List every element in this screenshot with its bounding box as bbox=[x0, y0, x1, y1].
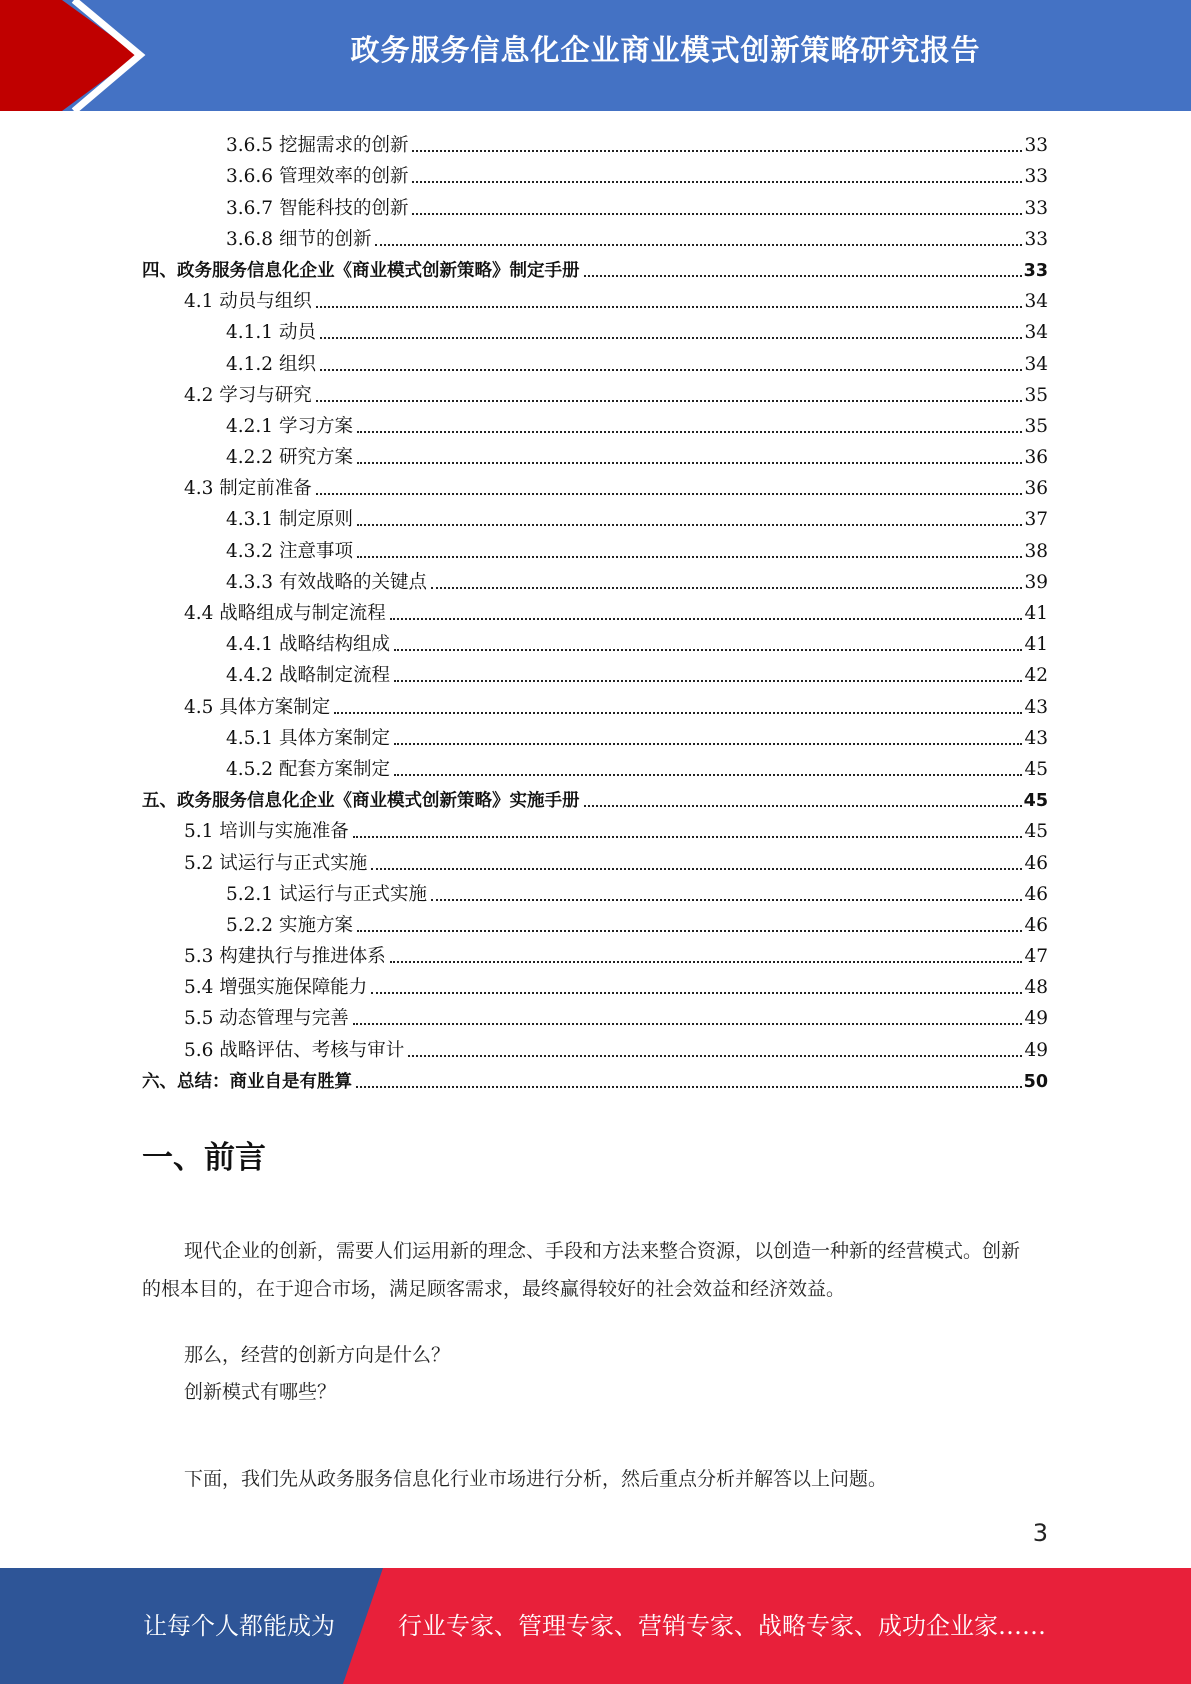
toc-entry-page: 45 bbox=[1024, 821, 1048, 843]
toc-entry[interactable] bbox=[142, 657, 1048, 688]
toc-entry-label: 3.6.5 挖掘需求的创新 bbox=[226, 135, 409, 157]
toc-entry[interactable] bbox=[142, 221, 1048, 252]
toc-entry[interactable] bbox=[142, 127, 1048, 158]
toc-entry-page: 33 bbox=[1024, 166, 1048, 188]
toc-entry[interactable] bbox=[142, 564, 1048, 595]
toc-dot-leader bbox=[334, 712, 1022, 714]
toc-entry-page: 49 bbox=[1024, 1039, 1048, 1061]
toc-entry-label: 4.1.2 组织 bbox=[226, 353, 316, 375]
toc-entry-label: 5.4 增强实施保障能力 bbox=[184, 977, 368, 999]
toc-entry[interactable] bbox=[142, 1063, 1048, 1094]
toc-dot-leader bbox=[394, 743, 1022, 745]
toc-entry-page: 37 bbox=[1024, 509, 1048, 531]
toc-entry-page: 46 bbox=[1024, 852, 1048, 874]
toc-entry-label: 3.6.8 细节的创新 bbox=[226, 228, 372, 250]
toc-entry[interactable] bbox=[142, 782, 1048, 813]
toc-entry-label: 4.4.2 战略制定流程 bbox=[226, 665, 390, 687]
toc-entry[interactable] bbox=[142, 532, 1048, 563]
toc-entry-label: 4.3.1 制定原则 bbox=[226, 509, 353, 531]
toc-entry-page: 33 bbox=[1023, 260, 1048, 281]
toc-dot-leader bbox=[356, 1086, 1022, 1088]
toc-entry[interactable] bbox=[142, 720, 1048, 751]
toc-dot-leader bbox=[316, 493, 1023, 495]
toc-entry[interactable] bbox=[142, 595, 1048, 626]
page-footer bbox=[0, 1568, 1191, 1684]
toc-entry-page: 34 bbox=[1024, 353, 1048, 375]
toc-entry-label: 5.2.1 试运行与正式实施 bbox=[226, 883, 427, 905]
toc-dot-leader bbox=[353, 1023, 1023, 1025]
toc-entry-label: 4.1.1 动员 bbox=[226, 322, 316, 344]
toc-entry-page: 43 bbox=[1024, 696, 1048, 718]
footer-slogan-left: 让每个人都能成为 bbox=[143, 1612, 335, 1640]
toc-entry[interactable] bbox=[142, 969, 1048, 1000]
toc-entry-label: 4.3.2 注意事项 bbox=[226, 540, 353, 562]
toc-entry-label: 4.3.3 有效战略的关键点 bbox=[226, 571, 427, 593]
toc-dot-leader bbox=[584, 805, 1022, 807]
toc-dot-leader bbox=[584, 275, 1022, 277]
question-line-1: 那么，经营的创新方向是什么？ bbox=[184, 1344, 451, 1366]
toc-entry-page: 45 bbox=[1023, 791, 1048, 812]
toc-dot-leader bbox=[316, 400, 1023, 402]
page-number: 3 bbox=[1032, 1519, 1048, 1547]
toc-entry-label: 4.2.2 研究方案 bbox=[226, 447, 353, 469]
toc-dot-leader bbox=[320, 337, 1023, 339]
toc-entry[interactable] bbox=[142, 501, 1048, 532]
toc-entry-label: 4.5.1 具体方案制定 bbox=[226, 727, 390, 749]
toc-entry-page: 45 bbox=[1024, 758, 1048, 780]
toc-entry-page: 36 bbox=[1024, 478, 1048, 500]
header-title: 政务服务信息化企业商业模式创新策略研究报告 bbox=[350, 33, 981, 67]
toc-entry[interactable] bbox=[142, 844, 1048, 875]
toc-entry-page: 34 bbox=[1024, 291, 1048, 313]
toc-entry-label: 5.6 战略评估、考核与审计 bbox=[184, 1039, 405, 1061]
toc-entry-label: 5.2.2 实施方案 bbox=[226, 914, 353, 936]
toc-entry-label: 四、政务服务信息化企业《商业模式创新策略》制定手册 bbox=[142, 260, 580, 281]
toc-entry-label: 4.3 制定前准备 bbox=[184, 478, 312, 500]
toc-dot-leader bbox=[408, 1055, 1022, 1057]
closing-line: 下面，我们先从政务服务信息化行业市场进行分析，然后重点分析并解答以上问题。 bbox=[184, 1468, 888, 1490]
toc-entry-page: 33 bbox=[1024, 228, 1048, 250]
toc-entry[interactable] bbox=[142, 377, 1048, 408]
toc-entry-label: 4.1 动员与组织 bbox=[184, 291, 312, 313]
toc-entry-page: 43 bbox=[1024, 727, 1048, 749]
toc-entry[interactable] bbox=[142, 813, 1048, 844]
toc-entry[interactable] bbox=[142, 1000, 1048, 1031]
toc-entry[interactable] bbox=[142, 314, 1048, 345]
toc-entry-page: 46 bbox=[1024, 914, 1048, 936]
section-heading: 一、前言 bbox=[142, 1140, 266, 1176]
toc-dot-leader bbox=[431, 899, 1022, 901]
toc-entry-page: 38 bbox=[1024, 540, 1048, 562]
toc-entry[interactable] bbox=[142, 907, 1048, 938]
toc-dot-leader bbox=[353, 836, 1023, 838]
toc-entry[interactable] bbox=[142, 470, 1048, 501]
toc-entry[interactable] bbox=[142, 408, 1048, 439]
toc-dot-leader bbox=[394, 774, 1022, 776]
toc-entry-label: 5.5 动态管理与完善 bbox=[184, 1008, 349, 1030]
toc-entry-page: 33 bbox=[1024, 197, 1048, 219]
toc-entry[interactable] bbox=[142, 189, 1048, 220]
toc-entry[interactable] bbox=[142, 1031, 1048, 1062]
toc-dot-leader bbox=[357, 524, 1023, 526]
toc-dot-leader bbox=[357, 431, 1023, 433]
toc-entry-page: 36 bbox=[1024, 447, 1048, 469]
toc-entry-page: 35 bbox=[1024, 415, 1048, 437]
toc-dot-leader bbox=[316, 306, 1023, 308]
toc-entry-label: 5.1 培训与实施准备 bbox=[184, 821, 349, 843]
toc-dot-leader bbox=[357, 556, 1023, 558]
toc-dot-leader bbox=[371, 992, 1022, 994]
toc-entry[interactable] bbox=[142, 439, 1048, 470]
toc-dot-leader bbox=[320, 369, 1023, 371]
toc-entry-page: 33 bbox=[1024, 135, 1048, 157]
toc-dot-leader bbox=[390, 618, 1023, 620]
toc-entry-label: 4.5.2 配套方案制定 bbox=[226, 758, 390, 780]
toc-entry-page: 50 bbox=[1023, 1071, 1048, 1092]
intro-paragraph: 现代企业的创新，需要人们运用新的理念、手段和方法来整合资源，以创造一种新的经营模式。创新的根本目的，在于迎合市场，满足顾客需求，最终赢得较好的社会效益和经济效益。 bbox=[142, 1240, 1021, 1300]
question-line-2: 创新模式有哪些？ bbox=[184, 1381, 337, 1403]
toc-dot-leader bbox=[412, 213, 1022, 215]
toc-dot-leader bbox=[375, 244, 1022, 246]
toc-entry-page: 47 bbox=[1024, 946, 1048, 968]
toc-dot-leader bbox=[357, 462, 1023, 464]
toc-entry-page: 34 bbox=[1024, 322, 1048, 344]
toc-entry-label: 4.2.1 学习方案 bbox=[226, 415, 353, 437]
toc-entry[interactable] bbox=[142, 252, 1048, 283]
toc-dot-leader bbox=[390, 961, 1023, 963]
toc-entry-label: 5.2 试运行与正式实施 bbox=[184, 852, 368, 874]
toc-entry[interactable] bbox=[142, 158, 1048, 189]
header-arrow-icon bbox=[0, 0, 160, 111]
toc-entry-page: 42 bbox=[1024, 665, 1048, 687]
toc-entry-label: 4.2 学习与研究 bbox=[184, 384, 312, 406]
toc-entry[interactable] bbox=[142, 626, 1048, 657]
toc-entry-page: 39 bbox=[1024, 571, 1048, 593]
toc-dot-leader bbox=[357, 930, 1023, 932]
toc-dot-leader bbox=[412, 150, 1022, 152]
page-header bbox=[0, 0, 1191, 111]
toc-entry[interactable] bbox=[142, 938, 1048, 969]
toc-dot-leader bbox=[412, 181, 1022, 183]
toc-entry-page: 41 bbox=[1024, 603, 1048, 624]
toc-dot-leader bbox=[371, 868, 1022, 870]
toc-entry-label: 3.6.7 智能科技的创新 bbox=[226, 197, 409, 219]
toc-entry-label: 3.6.6 管理效率的创新 bbox=[226, 166, 409, 188]
toc-entry[interactable] bbox=[142, 283, 1048, 314]
toc-dot-leader bbox=[394, 649, 1022, 651]
toc-entry-label: 5.3 构建执行与推进体系 bbox=[184, 946, 386, 968]
toc-dot-leader bbox=[394, 680, 1022, 682]
toc-entry[interactable] bbox=[142, 345, 1048, 376]
toc-entry-page: 35 bbox=[1024, 384, 1048, 406]
toc-entry-page: 49 bbox=[1024, 1008, 1048, 1030]
toc-dot-leader bbox=[431, 587, 1022, 589]
toc-entry-label: 4.4.1 战略结构组成 bbox=[226, 634, 390, 656]
footer-slogan-right: 行业专家、管理专家、营销专家、战略专家、成功企业家…… bbox=[398, 1612, 1046, 1640]
toc-entry-label: 五、政务服务信息化企业《商业模式创新策略》实施手册 bbox=[142, 791, 580, 812]
toc-entry-page: 41 bbox=[1024, 634, 1048, 656]
table-of-contents bbox=[142, 127, 1048, 1094]
toc-entry[interactable] bbox=[142, 751, 1048, 782]
toc-entry-label: 4.4 战略组成与制定流程 bbox=[184, 603, 386, 624]
toc-entry-page: 48 bbox=[1024, 977, 1048, 999]
toc-entry-label: 六、总结：商业自是有胜算 bbox=[142, 1071, 352, 1092]
toc-entry-label: 4.5 具体方案制定 bbox=[184, 696, 331, 718]
toc-entry[interactable] bbox=[142, 688, 1048, 719]
toc-entry[interactable] bbox=[142, 876, 1048, 907]
toc-entry-page: 46 bbox=[1024, 883, 1048, 905]
